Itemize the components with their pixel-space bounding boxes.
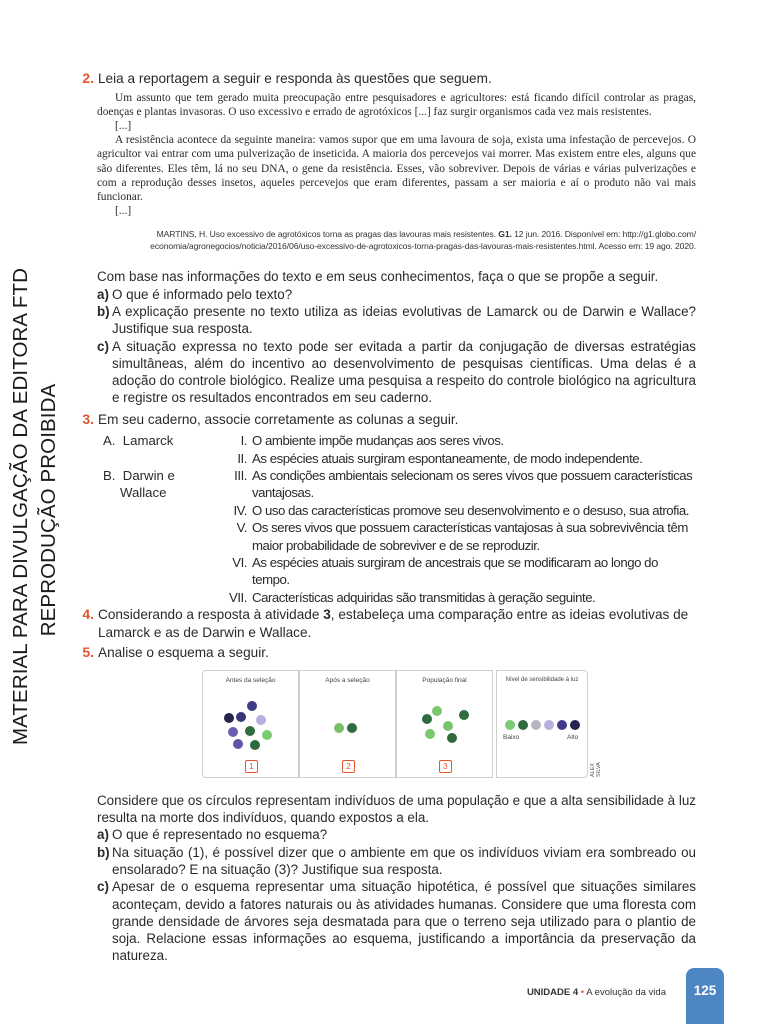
individual-dot bbox=[447, 733, 457, 743]
citation-author-title: MARTINS, H. Uso excessivo de agrotóxicos torna as pragas das lavouras mais resistentes. bbox=[156, 229, 496, 240]
individual-dot bbox=[425, 729, 435, 739]
panel-number: 3 bbox=[439, 760, 452, 773]
panel-sensitivity-legend bbox=[496, 670, 588, 778]
column-right-item: IV. O uso das características promove seu desenvolvimento e o desuso, sua atrofia. bbox=[233, 502, 689, 518]
legend-low-label: Baixo bbox=[503, 733, 520, 741]
list-item bbox=[97, 844, 696, 879]
column-left-item: A. Lamarck bbox=[103, 433, 174, 449]
side-banner-line1: MATERIAL PARA DIVULGAÇÃO DA EDITORA FTD bbox=[9, 267, 32, 745]
citation-source: G1. bbox=[498, 229, 512, 240]
citation-date: 12 jun. 2016. Disponível em: http://g1.globo.com/ bbox=[514, 229, 696, 240]
panel-title: Antes da seleção bbox=[225, 676, 276, 684]
list-item bbox=[97, 303, 696, 338]
question-text: Considere que os círculos representam indivíduos de uma população e que a alta sensibilidade à luz resulta na morte dos indivíduos, quando expostos a ela. bbox=[97, 792, 696, 826]
list-item bbox=[97, 826, 696, 843]
column-right bbox=[217, 432, 696, 606]
question-3 bbox=[78, 411, 696, 607]
legend-dot bbox=[570, 720, 580, 730]
side-banner bbox=[5, 267, 65, 745]
footer-unit: UNIDADE 4 bbox=[526, 987, 579, 998]
individual-dot bbox=[236, 712, 246, 722]
item-text: Apesar de o esquema representar uma situação hipotética, é possível que situações similares aconteçam, devido a fatores naturais ou às atividades humanas. Considere que uma floresta com grande densidade de árvores seja desmatada para que o terreno seja utilizado para o plantio de soja. Relacione essas informações ao esquema, justificando a importância da preservação da natureza. bbox=[112, 879, 696, 964]
column-right-item: VII. Características adquiridas são transmitidas à geração seguinte. bbox=[229, 589, 596, 605]
legend-dot bbox=[531, 720, 541, 730]
individual-dot bbox=[245, 726, 255, 736]
item-label: a) bbox=[97, 827, 109, 843]
selection-diagram bbox=[202, 670, 602, 780]
panel-title: População final bbox=[422, 676, 467, 684]
question-intro: Analise o esquema a seguir. bbox=[98, 645, 269, 661]
individual-dot bbox=[443, 721, 453, 731]
footer-separator: • bbox=[580, 987, 585, 998]
panel-number: 1 bbox=[245, 760, 258, 773]
column-right-item: V. Os seres vivos que possuem características vantajosas à sua sobrevivência têm maior probabilidade de sobreviver e de se reproduzir. bbox=[236, 520, 688, 553]
individual-dot bbox=[459, 710, 469, 720]
excerpt-ellipsis: [...] bbox=[115, 205, 132, 218]
association-columns bbox=[97, 432, 696, 606]
legend-dot bbox=[544, 720, 554, 730]
excerpt-paragraph: A resistência acontece da seguinte maneira: vamos supor que em uma lavoura de soja, exista uma infestação de percevejos. O agricultor vai entrar com uma pulverização de inseticida. A maioria dos percevejos vai morrer. Mas existem entre eles, alguns que são diferentes. Eles têm, lá no seu DNA, o gene da resistência. Esses, vão sobreviver. Depois de várias e várias pulverizações e com a reprodução desses insetos, aqueles percevejos que eram diferentes, passam a ser maioria e aí o produto não vai mais funcionar. bbox=[97, 134, 696, 203]
question-number: 2. bbox=[82, 70, 94, 86]
footer-unit-label bbox=[527, 987, 666, 998]
panel-title: Nível de sensibilidade à luz bbox=[505, 676, 579, 683]
column-left-item: B. Darwin e Wallace bbox=[103, 467, 175, 501]
list-item bbox=[97, 338, 696, 407]
individual-dot bbox=[228, 727, 238, 737]
footer-chapter: A evolução da vida bbox=[586, 987, 666, 998]
individual-dot bbox=[224, 713, 234, 723]
column-right-item: II. As espécies atuais surgiram espontaneamente, de modo independente. bbox=[237, 450, 643, 466]
legend-high-label: Alto bbox=[567, 733, 579, 741]
panel-final-population bbox=[396, 670, 493, 778]
question-2 bbox=[78, 70, 696, 407]
column-right-item: III. As condições ambientais selecionam os seres vivos que possuem características vantajosas. bbox=[234, 468, 693, 501]
excerpt-ellipsis: [...] bbox=[115, 119, 132, 132]
individual-dot bbox=[422, 714, 432, 724]
panel-title: Após a seleção bbox=[325, 676, 370, 684]
page-number: 125 bbox=[693, 983, 717, 998]
citation bbox=[78, 228, 696, 252]
item-text: O que é informado pelo texto? bbox=[112, 286, 293, 302]
question-intro: Em seu caderno, associe corretamente as colunas a seguir. bbox=[98, 411, 459, 427]
question-number: 4. bbox=[82, 606, 94, 623]
question-5 bbox=[78, 644, 696, 964]
list-item bbox=[97, 878, 696, 964]
list-item bbox=[97, 286, 696, 303]
excerpt-paragraph: Um assunto que tem gerado muita preocupação entre pesquisadores e agricultores: está ficando difícil controlar as pragas, doenças e plantas invasoras. O uso excessivo e errado de agrotóxicos [...] faz surgir organismos cada vez mais resistentes. bbox=[97, 91, 696, 118]
item-text: O que é representado no esquema? bbox=[112, 827, 328, 843]
question-number: 5. bbox=[82, 644, 94, 661]
column-left bbox=[97, 432, 217, 606]
side-banner-line2: REPRODUÇÃO PROIBIDA bbox=[37, 383, 60, 637]
legend-dot bbox=[557, 720, 567, 730]
question-number: 3. bbox=[82, 410, 94, 427]
item-label: c) bbox=[97, 338, 109, 354]
news-excerpt bbox=[97, 91, 696, 219]
individual-dot bbox=[347, 723, 357, 733]
image-credit: ALEX SILVA bbox=[590, 761, 602, 777]
question-prompt: Com base nas informações do texto e em seus conhecimentos, faça o que se propõe a seguir. bbox=[97, 269, 659, 285]
legend-dot bbox=[518, 720, 528, 730]
item-label: a) bbox=[97, 286, 109, 302]
item-text: A situação expressa no texto pode ser evitada a partir da conjugação de diversas estratégias simultâneas, além do incentivo ao desenvolvimento de pesquisas científicas. Uma delas é a adoção do controle biológico. Realize uma pesquisa a respeito do controle biológico na agricultura e registre os resultados encontrados em seu caderno. bbox=[112, 338, 696, 406]
question-4 bbox=[78, 606, 696, 641]
item-label: c) bbox=[97, 879, 109, 895]
column-right-item: I. O ambiente impõe mudanças aos seres vivos. bbox=[240, 433, 504, 449]
legend-dot bbox=[505, 720, 515, 730]
item-label: b) bbox=[97, 844, 110, 860]
page-content bbox=[78, 70, 696, 965]
individual-dot bbox=[262, 730, 272, 740]
individual-dot bbox=[432, 706, 442, 716]
panel-number: 2 bbox=[342, 760, 355, 773]
panel-before-selection bbox=[202, 670, 299, 778]
individual-dot bbox=[250, 740, 260, 750]
individual-dot bbox=[334, 723, 344, 733]
individual-dot bbox=[247, 701, 257, 711]
individual-dot bbox=[256, 715, 266, 725]
individual-dot bbox=[233, 739, 243, 749]
item-text: A explicação presente no texto utiliza as ideias evolutivas de Lamarck ou de Darwin e Wallace? Justifique sua resposta. bbox=[112, 303, 696, 337]
citation-url: economia/agronegocios/noticia/2016/06/uso-excessivo-de-agrotoxicos-torna-pragas-das-lavouras-mais-resistentes.html. Acesso em: 19 ago. 2020. bbox=[150, 241, 696, 252]
item-text: Na situação (1), é possível dizer que o ambiente em que os indivíduos viviam era sombreado ou ensolarado? E na situação (3)? Justifique sua resposta. bbox=[112, 844, 696, 877]
question-intro: Leia a reportagem a seguir e responda às questões que seguem. bbox=[98, 71, 492, 86]
item-label: b) bbox=[97, 303, 110, 319]
question-text: Considerando a resposta à atividade 3, estabeleça uma comparação entre as ideias evolutivas de Lamarck e as de Darwin e Wallace. bbox=[98, 607, 689, 640]
column-right-item: VI. As espécies atuais surgiram de ancestrais que se modificaram ao longo do tempo. bbox=[232, 555, 658, 588]
panel-after-selection bbox=[299, 670, 396, 778]
